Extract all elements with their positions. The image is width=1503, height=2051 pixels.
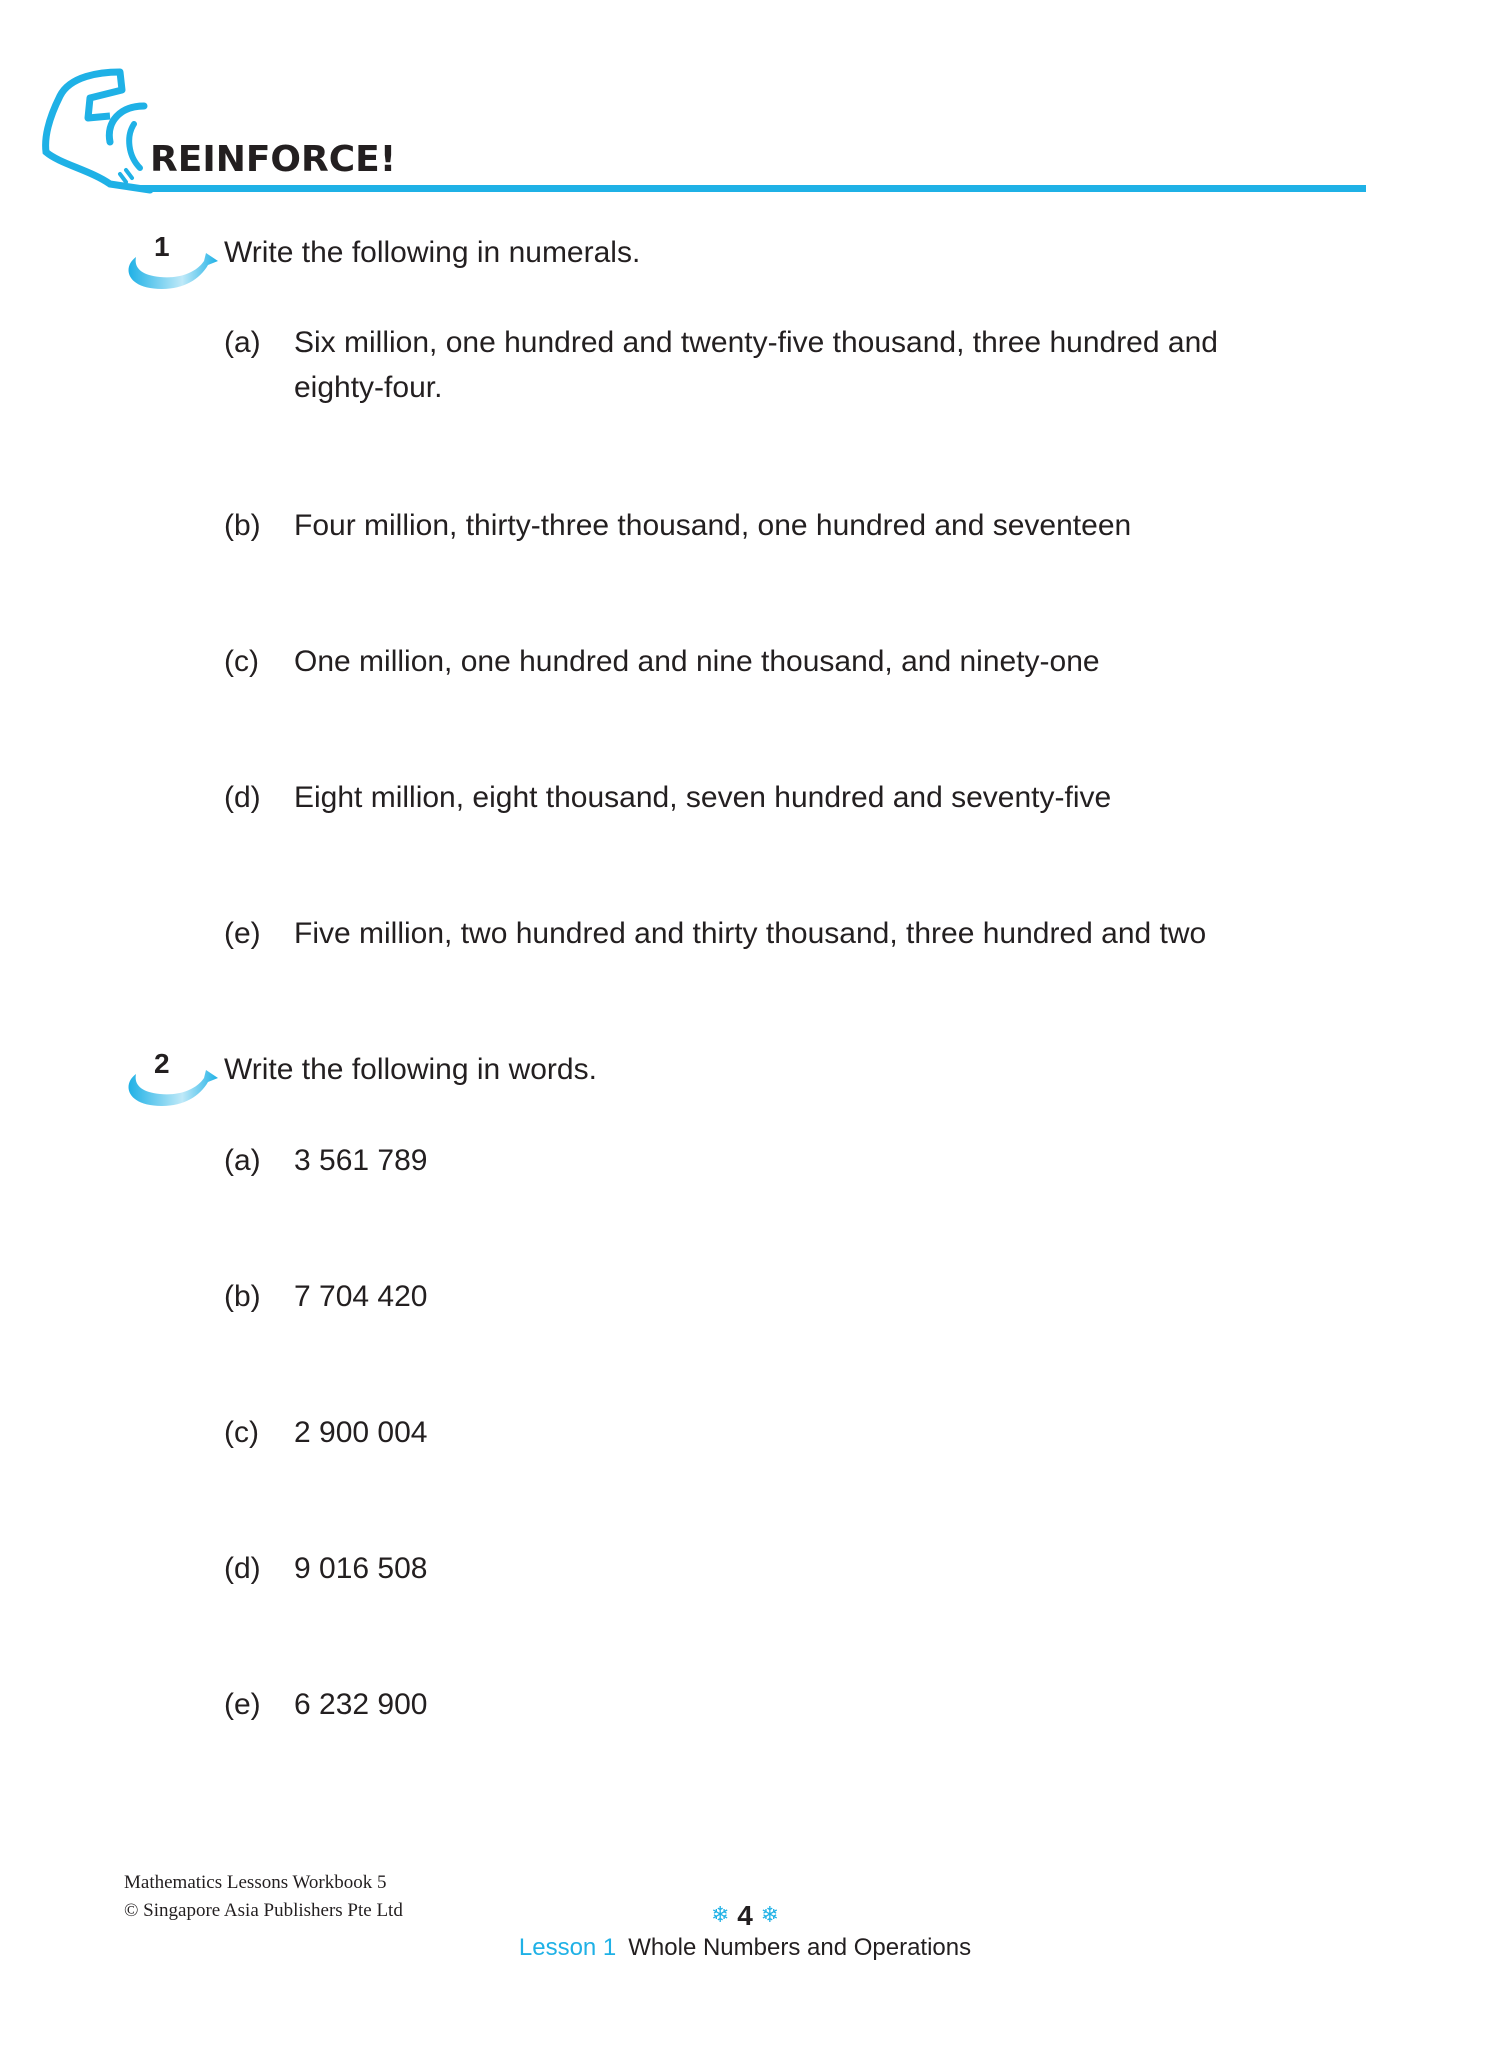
item-label: (a) (224, 1144, 261, 1177)
flexed-arm-icon (40, 66, 160, 196)
title-divider (140, 185, 1366, 192)
book-title: Mathematics Lessons Workbook 5 (124, 1872, 387, 1893)
question-prompt: Write the following in words. (224, 1053, 597, 1086)
item-text: 9 016 508 (294, 1552, 428, 1585)
question-number: 1 (154, 231, 170, 262)
page-number-block (700, 1900, 790, 1932)
question-prompt: Write the following in numerals. (224, 236, 641, 269)
lesson-footer (480, 1934, 1010, 1962)
item-text: 7 704 420 (294, 1280, 428, 1313)
item-text: 3 561 789 (294, 1144, 428, 1177)
item-label: (b) (224, 509, 261, 542)
section-title: REINFORCE! (150, 139, 397, 180)
snowflake-icon: ❄ (710, 1902, 730, 1927)
item-label: (e) (224, 917, 261, 950)
snowflake-icon: ❄ (760, 1902, 779, 1927)
lesson-label: Lesson 1 (518, 1934, 617, 1961)
item-label: (c) (224, 1416, 259, 1449)
question-number-badge (122, 1050, 222, 1112)
item-text: Eight million, eight thousand, seven hundred and seventy-five (294, 781, 1112, 814)
copyright: © Singapore Asia Publishers Pte Ltd (124, 1900, 403, 1921)
item-text: Four million, thirty-three thousand, one hundred and seventeen (294, 509, 1132, 542)
curved-arrow-icon (122, 233, 222, 295)
item-label: (d) (224, 781, 261, 814)
item-text: Five million, two hundred and thirty thousand, three hundred and two (294, 917, 1207, 950)
lesson-title: Whole Numbers and Operations (628, 1934, 972, 1961)
item-label: (c) (224, 645, 259, 678)
item-text: 2 900 004 (294, 1416, 428, 1449)
question-number-badge (122, 233, 222, 295)
item-text: Six million, one hundred and twenty-five thousand, three hundred and (294, 326, 1218, 359)
item-text: One million, one hundred and nine thousand, and ninety-one (294, 645, 1100, 678)
item-text: eighty-four. (294, 371, 443, 404)
item-label: (a) (224, 326, 261, 359)
item-label: (b) (224, 1280, 261, 1313)
item-label: (d) (224, 1552, 261, 1585)
item-text: 6 232 900 (294, 1688, 428, 1721)
item-label: (e) (224, 1688, 261, 1721)
curved-arrow-icon (122, 1050, 222, 1112)
question-number: 2 (154, 1048, 170, 1079)
page-number: 4 (737, 1900, 753, 1931)
